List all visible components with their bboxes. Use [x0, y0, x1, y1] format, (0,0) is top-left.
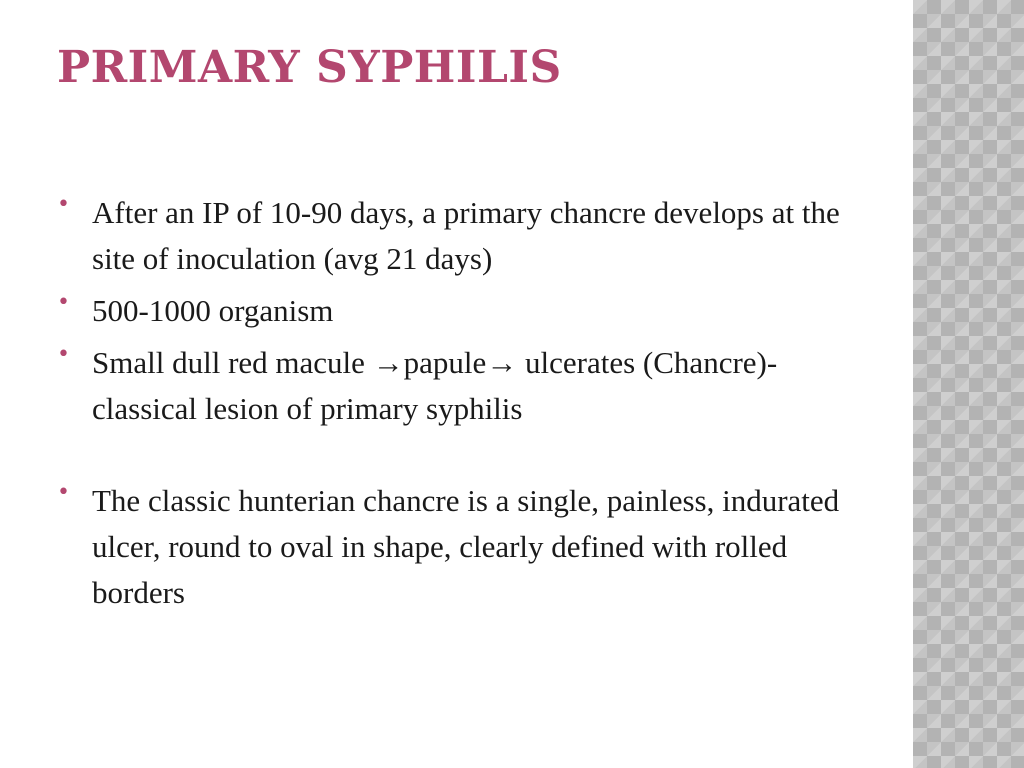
- bullet-text: After an IP of 10-90 days, a primary chancre develops at the site of inoculation (avg 21 days): [92, 195, 840, 276]
- bullet-text: The classic hunterian chancre is a single, painless, indurated ulcer, round to oval in shape, clearly defined with rolled borders: [92, 483, 840, 610]
- list-item: [57, 478, 877, 616]
- list-item: [57, 190, 877, 282]
- bullet-icon: •: [57, 192, 70, 217]
- list-item: [57, 288, 877, 334]
- bullet-icon: •: [57, 342, 70, 367]
- slide-title: PRIMARY SYPHILIS: [57, 42, 562, 93]
- bullet-text: 500-1000 organism: [92, 293, 334, 328]
- bullet-icon: •: [57, 480, 70, 505]
- bullet-text: Small dull red macule →papule→ ulcerates (Chancre)- classical lesion of primary syphilis: [92, 345, 778, 426]
- decorative-side-pattern: [913, 0, 1024, 768]
- bullet-list: [57, 190, 877, 622]
- bullet-icon: •: [57, 290, 70, 315]
- list-item: [57, 340, 877, 432]
